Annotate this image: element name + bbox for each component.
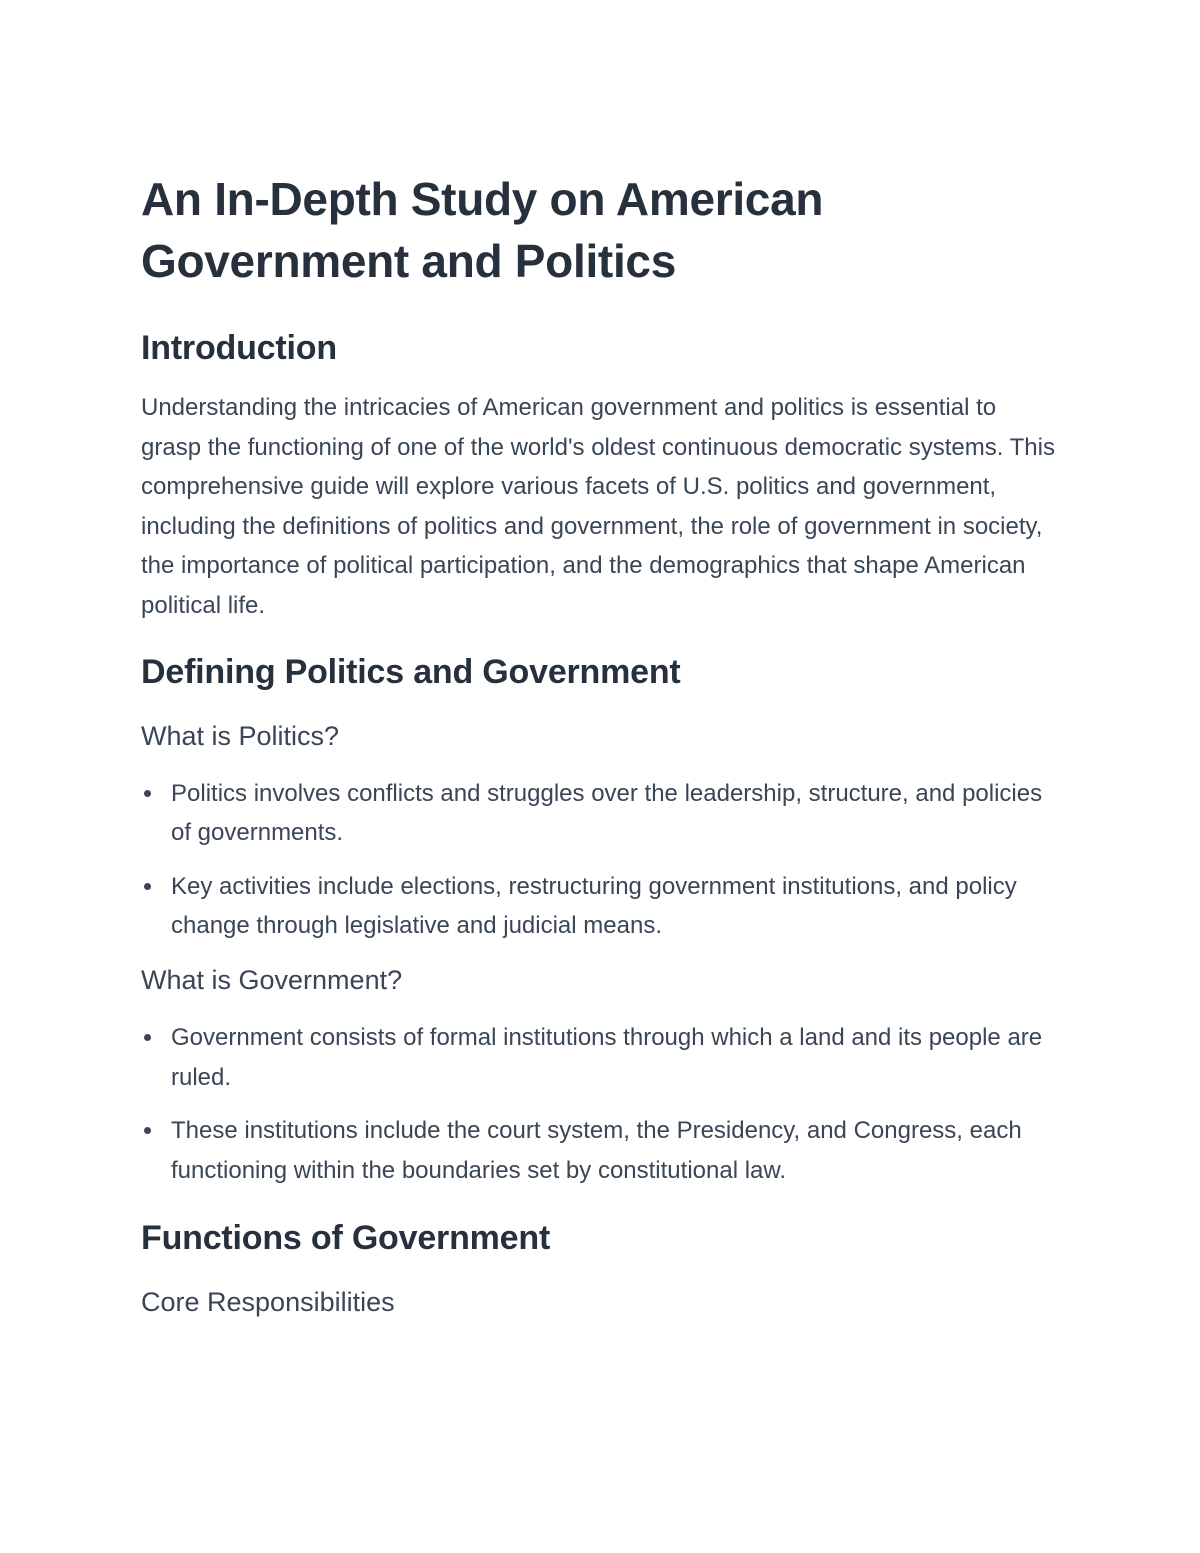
list-item-text: These institutions include the court system, the Presidency, and Congress, each functioning within the boundaries set by constitutional law. [171, 1117, 1022, 1184]
bullet-icon [144, 1034, 151, 1041]
subheading-core-responsibilities: Core Responsibilities [141, 1287, 395, 1318]
list-item-text: Government consists of formal institutions through which a land and its people are ruled. [171, 1023, 1043, 1091]
subheading-what-is-politics: What is Politics? [141, 720, 340, 751]
list-item [141, 867, 1056, 946]
section-heading-defining: Defining Politics and Government [141, 652, 681, 691]
list-item [141, 774, 1056, 853]
list-item [141, 1018, 1056, 1097]
bullet-icon [144, 883, 151, 890]
government-bullet-list [141, 1018, 1056, 1190]
bullet-icon [144, 1127, 151, 1134]
list-item-text: Key activities include elections, restructuring government institutions, and policy change through legislative and judicial means. [171, 872, 1017, 940]
document-title: An In-Depth Study on American Government and Politics [141, 173, 824, 287]
politics-bullet-list [141, 774, 1056, 946]
list-item [141, 1111, 1056, 1190]
list-item-text: Politics involves conflicts and struggles over the leadership, structure, and policies of governments. [171, 779, 1043, 847]
bullet-icon [144, 790, 151, 797]
document-page [141, 168, 1056, 1320]
section-heading-introduction: Introduction [141, 329, 337, 367]
subheading-what-is-government: What is Government? [141, 964, 403, 995]
introduction-paragraph: Understanding the intricacies of American government and politics is essential to grasp the functioning of one of the world's oldest continuous democratic systems. This comprehensive guide will explore various facets of U.S. politics and government, including the definitions of politics and government, the role of government in society, the importance of political participation, and the demographics that shape American political life. [141, 394, 1055, 619]
section-heading-functions: Functions of Government [141, 1219, 551, 1258]
